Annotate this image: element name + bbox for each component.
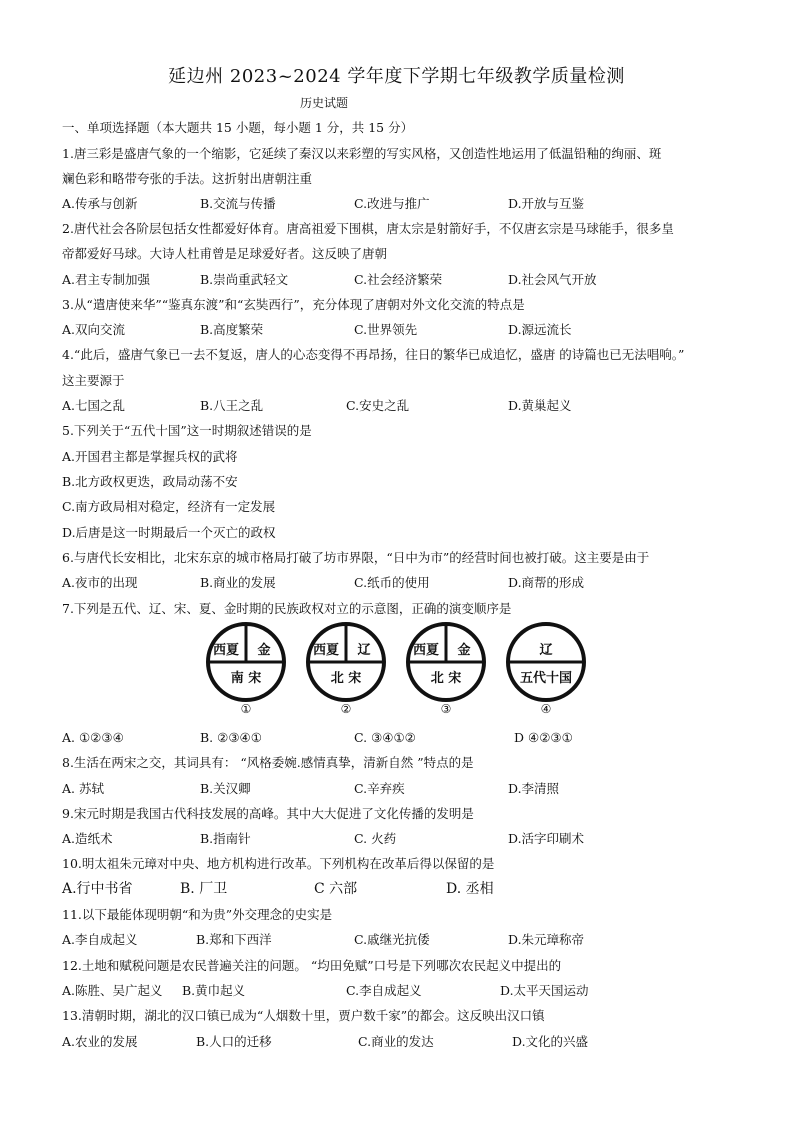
option-b: B.人口的迁移	[196, 1034, 272, 1049]
option-a: A.传承与创新	[62, 196, 138, 211]
option-b: B.郑和下西洋	[196, 932, 272, 947]
circle-1-bottom: 南 宋	[230, 671, 262, 686]
option-d: D.社会风气开放	[508, 272, 597, 287]
option-d: D.李清照	[508, 781, 560, 796]
question-text: 1.唐三彩是盛唐气象的一个缩影，它延续了秦汉以来彩塑的写实风格，又创造性地运用了低温铅釉的绚丽、斑	[62, 146, 662, 161]
option-d: D.活字印刷术	[508, 831, 585, 846]
option-b: B.崇尚重武轻文	[200, 272, 289, 287]
option-d: D.后唐是这一时期最后一个灭亡的政权	[62, 525, 276, 540]
option-b: B.关汉卿	[200, 781, 251, 796]
circle-2-graphic	[300, 622, 400, 702]
question-text: 11.以下最能体现明朝“和为贵”外交理念的史实是	[62, 907, 333, 922]
diagram-circle-1	[200, 622, 300, 722]
option-c: C.辛弃疾	[354, 781, 405, 796]
option-b: B.商业的发展	[200, 575, 276, 590]
circle-2-number: ②	[340, 702, 352, 716]
question-text: 这主要源于	[62, 373, 125, 388]
option-d: D.黄巢起义	[508, 398, 572, 413]
circle-4-bottom: 五代十国	[519, 671, 573, 686]
option-c: C.安史之乱	[346, 398, 410, 413]
option-c: C.世界领先	[354, 322, 418, 337]
option-d: D.太平天国运动	[500, 983, 589, 998]
option-a: A.行中书省	[62, 881, 133, 897]
option-d: D.朱元璋称帝	[508, 932, 585, 947]
question-text: 7.下列是五代、辽、宋、夏、金时期的民族政权对立的示意图，正确的演变顺序是	[62, 601, 512, 616]
option-b: B. ②③④①	[200, 730, 262, 745]
option-c: C. 火药	[354, 831, 397, 846]
option-d: D.文化的兴盛	[512, 1034, 589, 1049]
circle-4-top: 辽	[539, 643, 553, 658]
option-a: A.陈胜、吴广起义	[62, 983, 163, 998]
circle-3-graphic	[400, 622, 500, 702]
option-d: D.商帮的形成	[508, 575, 585, 590]
question-text: 10.明太祖朱元璋对中央、地方机构进行改革。下列机构在改革后得以保留的是	[62, 856, 495, 871]
circle-2-top-left: 西夏	[312, 643, 340, 658]
circle-1-number: ①	[240, 702, 252, 716]
option-d: D ④②③①	[514, 730, 573, 745]
diagram-circle-2	[300, 622, 400, 722]
section-heading: 一、单项选择题（本大题共 15 小题，每小题 1 分，共 15 分）	[62, 120, 414, 135]
option-b: B.指南针	[200, 831, 251, 846]
question-text: 4.“此后，盛唐气象已一去不复返，唐人的心态变得不再昂扬，往日的繁华已成追忆，盛唐 的诗篇也已无法唱响。”	[62, 347, 685, 362]
option-d: D.源远流长	[508, 322, 572, 337]
question-text: 2.唐代社会各阶层包括女性都爱好体育。唐高祖爱下围棋，唐太宗是射箭好手，不仅唐玄宗是马球能手，很多皇	[62, 221, 674, 236]
option-b: B.北方政权更迭，政局动荡不安	[62, 474, 238, 489]
circle-1-top-right: 金	[257, 643, 271, 658]
option-d: D. 丞相	[446, 881, 494, 897]
option-c: C 六部	[314, 881, 358, 897]
option-c: C.戚继光抗倭	[354, 932, 430, 947]
option-c: C.改进与推广	[354, 196, 430, 211]
question-text: 3.从“遣唐使来华”“鉴真东渡”和“玄奘西行”，充分体现了唐朝对外文化交流的特点是	[62, 297, 525, 312]
option-b: B.交流与传播	[200, 196, 276, 211]
circle-3-bottom: 北 宋	[430, 671, 462, 686]
option-c: C. ③④①②	[354, 730, 416, 745]
question-text: 12.土地和赋税问题是农民普遍关注的问题。 “均田免赋”口号是下列哪次农民起义中提出的	[62, 958, 562, 973]
option-c: C.社会经济繁荣	[354, 272, 443, 287]
option-d: D.开放与互鉴	[508, 196, 585, 211]
option-a: A.双向交流	[62, 322, 126, 337]
option-b: B.高度繁荣	[200, 322, 264, 337]
circle-2-bottom: 北 宋	[330, 671, 362, 686]
circle-2-top-right: 辽	[357, 643, 371, 658]
option-c: C.南方政局相对稳定，经济有一定发展	[62, 499, 276, 514]
option-c: C.纸币的使用	[354, 575, 430, 590]
question-text: 6.与唐代长安相比，北宋东京的城市格局打破了坊市界限，“日中为市”的经营时间也被打破。这主要是由于	[62, 550, 650, 565]
option-a: A.君主专制加强	[62, 272, 151, 287]
option-b: B.黄巾起义	[182, 983, 246, 998]
option-a: A.李自成起义	[62, 932, 138, 947]
option-c: C.李自成起义	[346, 983, 422, 998]
diagram-circle-3	[400, 622, 500, 722]
page-subtitle: 历史试题	[300, 96, 349, 110]
question-text: 13.清朝时期，湖北的汉口镇已成为“人烟数十里，贾户数千家”的都会。这反映出汉口镇	[62, 1008, 545, 1023]
option-c: C.商业的发达	[358, 1034, 434, 1049]
circle-4-number: ④	[540, 702, 552, 716]
circle-1-graphic	[200, 622, 300, 702]
circle-3-top-left: 西夏	[412, 643, 440, 658]
option-a: A. 苏轼	[62, 781, 104, 796]
circle-3-number: ③	[440, 702, 452, 716]
question-text: 帝都爱好马球。大诗人杜甫曾是足球爱好者。这反映了唐朝	[62, 246, 388, 261]
option-a: A.造纸术	[62, 831, 113, 846]
diagram-circle-4	[500, 622, 600, 722]
option-a: A.七国之乱	[62, 398, 126, 413]
option-a: A. ①②③④	[62, 730, 124, 745]
regime-diagrams	[196, 622, 616, 722]
option-b: B. 厂卫	[180, 881, 228, 897]
option-a: A.农业的发展	[62, 1034, 138, 1049]
circle-1-top-left: 西夏	[212, 643, 240, 658]
question-text: 斓色彩和略带夸张的手法。这折射出唐朝注重	[62, 171, 313, 186]
circle-3-top-right: 金	[457, 643, 471, 658]
option-b: B.八王之乱	[200, 398, 264, 413]
question-text: 5.下列关于“五代十国”这一时期叙述错误的是	[62, 423, 312, 438]
option-a: A.开国君主都是掌握兵权的武将	[62, 449, 238, 464]
question-text: 9.宋元时期是我国古代科技发展的高峰。其中大大促进了文化传播的发明是	[62, 806, 474, 821]
circle-4-graphic	[500, 622, 600, 702]
question-text: 8.生活在两宋之交，其词具有： “风格委婉.感情真挚，清新自然 ”特点的是	[62, 755, 474, 770]
page-title: 延边州 2023~2024 学年度下学期七年级教学质量检测	[168, 66, 625, 87]
option-a: A.夜市的出现	[62, 575, 138, 590]
